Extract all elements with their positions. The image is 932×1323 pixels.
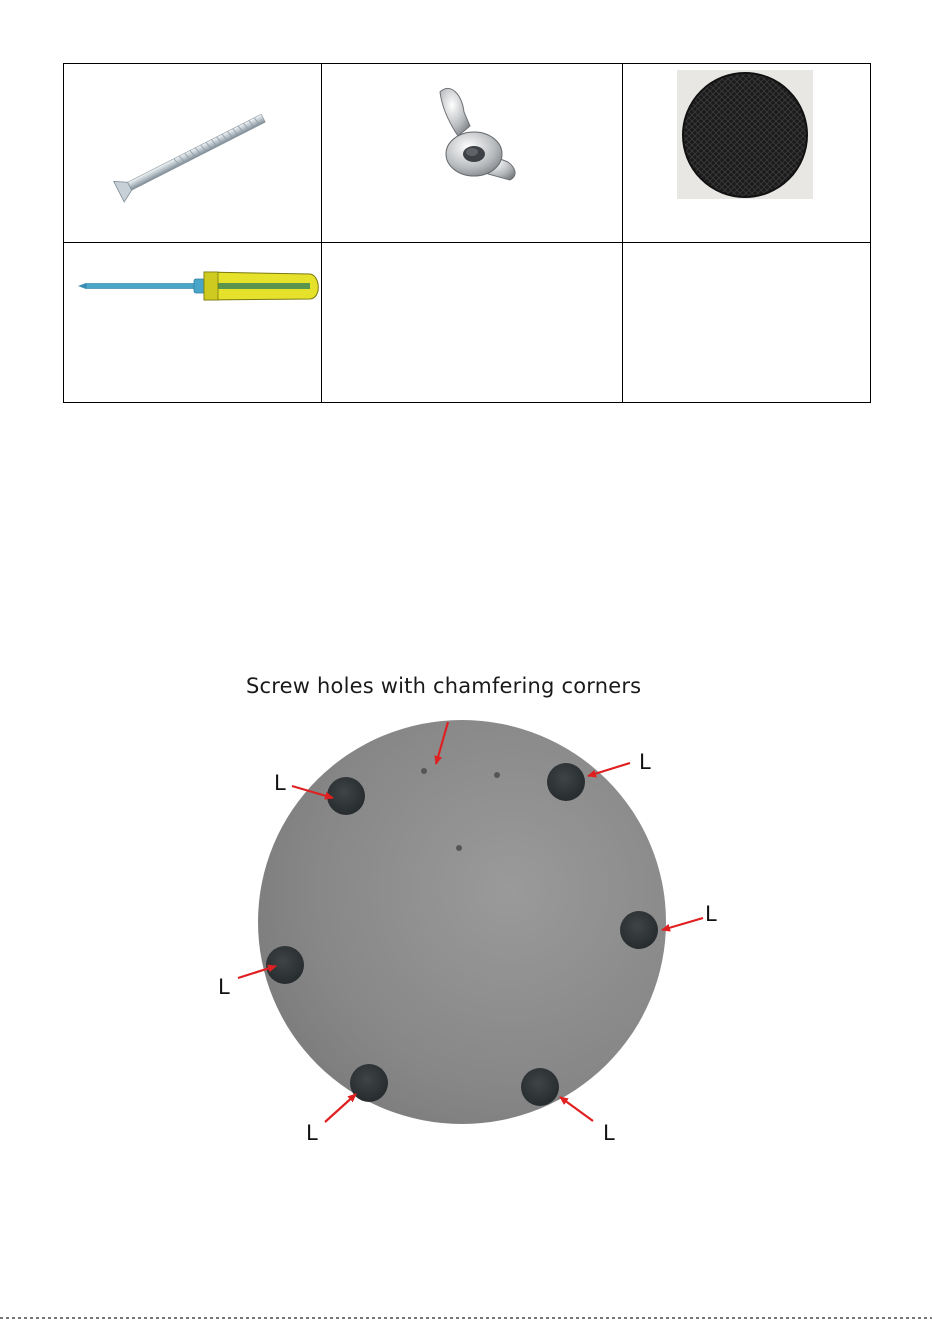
pad-label: L: [603, 1121, 615, 1145]
pad-label: L: [705, 902, 717, 926]
screwdriver-icon: [64, 243, 322, 323]
cell-rubber-pad: [623, 64, 871, 243]
cell-empty: [623, 243, 871, 403]
screw-hole: [421, 768, 427, 774]
parts-table: [63, 63, 871, 403]
pad-label: L: [274, 771, 286, 795]
table-row: [64, 64, 871, 243]
pad-label: L: [218, 975, 230, 999]
rubber-pad: [350, 1064, 388, 1102]
pad-label: L: [306, 1121, 318, 1145]
wing-nut-icon: [322, 64, 623, 242]
cell-screwdriver: [64, 243, 322, 403]
rubber-pad-icon: [623, 64, 871, 242]
page-footer-dashes: [0, 1317, 932, 1319]
pad-label: L: [639, 750, 651, 774]
rubber-pad: [521, 1068, 559, 1106]
arrow-to-pad: [560, 1097, 593, 1121]
diagram-title: Screw holes with chamfering corners: [246, 674, 642, 698]
screw-icon: [64, 64, 322, 242]
arrow-to-pad: [325, 1094, 356, 1122]
screw-hole: [494, 772, 500, 778]
arrow-to-pad: [662, 918, 703, 930]
cell-empty: [322, 243, 623, 403]
screw-hole: [456, 845, 462, 851]
cell-wing-nut: [322, 64, 623, 243]
cell-screw: [64, 64, 322, 243]
rubber-pad: [547, 763, 585, 801]
rubber-pad: [266, 946, 304, 984]
rubber-pad: [327, 777, 365, 815]
rubber-pad: [620, 911, 658, 949]
base-plate-diagram: [180, 660, 740, 1160]
table-row: [64, 243, 871, 403]
base-plate: [258, 720, 666, 1124]
